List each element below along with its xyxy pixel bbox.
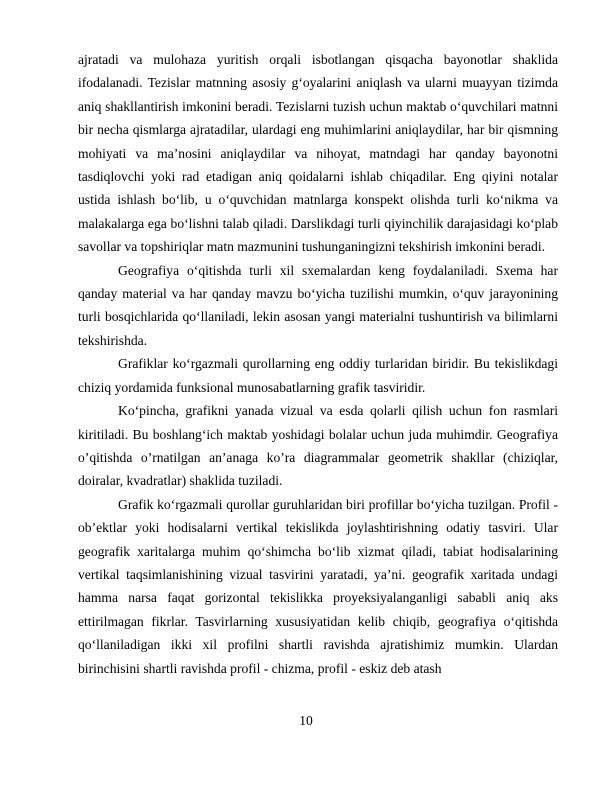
paragraph-continuation: ajratadi va mulohaza yuritish orqali isbotlangan qisqacha bayonotlar shaklida ifodalanadi. Tezislar matnning asosiy g‘oyalarini aniqlash va ularni muayyan tizimda aniq shakllantirish imkonini beradi. Tezislarni tuzish uchun maktab o‘quvchilari matnni bir necha qismlarga ajratadilar, ulardagi eng muhimlarini aniqlaydilar, har bir qismning mohiyati va ma’nosini aniqlaydilar va nihoyat, matndagi har qanday bayonotni tasdiqlovchi yoki rad etadigan aniq qoidalarni ishlab chiqadilar. Eng qiyini notalar ustida ishlash bo‘lib, u o‘quvchidan matnlarga konspekt olishda turli ko‘nikma va malakalarga ega bo‘lishni talab qiladi. Darslikdagi turli qiyinchilik darajasidagi ko‘plab savollar va topshiriqlar matn mazmunini tushunganingizni tekshirish imkonini beradi. [78,52,558,255]
document-page [78,48,558,680]
page-number: 10 [299,713,313,728]
paragraph-background-images: Ko‘pincha, grafikni yanada vizual va esda qolarli qilish uchun fon rasmlari kiritiladi. Bu boshlang‘ich maktab yoshidagi bolalar uchun juda muhimdir. Geografiya o’qitishda o’rnatilgan an’anaga ko’ra diagrammalar geometrik shakllar (chiziqlar, doiralar, kvadratlar) shaklida tuziladi. [78,403,558,489]
paragraph-schemes: Geografiya o‘qitishda turli xil sxemalardan keng foydalaniladi. Sxema har qanday material va har qanday mavzu bo‘yicha tuzilishi mumkin, o‘quv jarayonining turli bosqichlarida qo‘llaniladi, lekin asosan yangi materialni tushuntirish va bilimlarni tekshirishda. [78,262,558,348]
paragraph-profiles: Grafik ko‘rgazmali qurollar guruhlaridan biri profillar bo‘yicha tuzilgan. Profil - ob’ektlar yoki hodisalarni vertikal tekislikda joylashtirishning odatiy tasviri. Ular geografik xaritalarga muhim qo‘shimcha bo‘lib xizmat qiladi, tabiat hodisalarining vertikal taqsimlanishining vizual tasvirini yaratadi, ya’ni. geografik xaritada undagi hamma narsa faqat gorizontal tekislikka proyeksiyalanganligi sababli aniq aks ettirilmagan fikrlar. Tasvirlarning xususiyatidan kelib chiqib, geografiya o‘qitishda qo‘llaniladigan ikki xil profilni shartli ravishda ajratishimiz mumkin. Ulardan birinchisini shartli ravishda profil - chizma, profil - eskiz deb atash [78,496,558,676]
paragraph-graphs: Grafiklar ko‘rgazmali qurollarning eng oddiy turlaridan biridir. Bu tekislikdagi chiziq yordamida funksional munosabatlarning grafik tasviridir. [78,356,558,395]
